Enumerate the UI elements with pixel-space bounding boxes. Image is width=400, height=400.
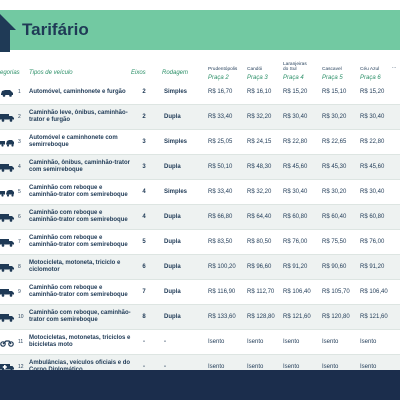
truck-icon	[0, 280, 16, 304]
table-row	[0, 280, 400, 305]
table-row	[0, 80, 400, 105]
category-number: 6	[18, 214, 21, 220]
wheelset-value: Simples	[164, 139, 188, 145]
category-number: 4	[18, 164, 21, 170]
praca-6-price: R$ 15,20	[360, 89, 385, 95]
vehicle-type: Caminhão leve, ônibus, caminhão-trator e furgão	[29, 110, 128, 123]
praca-4-price: R$ 15,20	[283, 89, 308, 95]
praca-2-price: R$ 116,90	[208, 289, 236, 295]
top-right-note: ...	[392, 64, 397, 70]
praca-5-price: R$ 30,20	[322, 114, 347, 120]
praca-5-price: Isento	[322, 364, 339, 370]
praca-4-price: R$ 91,20	[283, 264, 308, 270]
wheelset-value: Dupla	[164, 289, 181, 295]
praca-2-label: Praça 2	[208, 75, 229, 81]
praca-3-price: Isento	[247, 339, 264, 345]
table-row	[0, 130, 400, 155]
vehicle-type: Caminhão com reboque e caminhão-trator com semireboque	[29, 285, 128, 298]
axles-value: 6	[142, 264, 146, 270]
category-number: 11	[18, 339, 24, 345]
column-tipo-veiculo: Tipos de veículo	[29, 70, 73, 76]
wheelset-value: Dupla	[164, 214, 181, 220]
praca-6-price: R$ 76,00	[360, 239, 385, 245]
praca-4-price: R$ 60,80	[283, 214, 308, 220]
praca-3-price: R$ 24,15	[247, 139, 272, 145]
praca-4-price: R$ 22,80	[283, 139, 308, 145]
truck-icon	[0, 230, 16, 254]
axles-value: 3	[142, 164, 146, 170]
praca-3-price: R$ 128,80	[247, 314, 275, 320]
praca-6-price: R$ 45,60	[360, 164, 385, 170]
praca-3-label: Praça 3	[247, 75, 268, 81]
car-trailer-icon	[0, 180, 16, 204]
praca-5-price: R$ 30,20	[322, 189, 347, 195]
page-title: Tarifário	[22, 20, 89, 39]
praca-5-price: Isento	[322, 339, 339, 345]
praca-4-price: R$ 121,60	[283, 314, 311, 320]
table-row	[0, 180, 400, 205]
vehicle-type: Caminhão com reboque e caminhão-trator com semireboque	[29, 210, 128, 223]
table-row	[0, 305, 400, 330]
category-number: 3	[18, 139, 21, 145]
category-number: 5	[18, 189, 21, 195]
praca-4-price: Isento	[283, 339, 300, 345]
praca-2-price: Isento	[208, 364, 225, 370]
praca-2-price: R$ 33,40	[208, 114, 233, 120]
truck-icon	[0, 105, 16, 129]
praca-6-price: R$ 91,20	[360, 264, 385, 270]
column-categorias: egorias	[0, 70, 20, 76]
praca-5-price: R$ 75,50	[322, 239, 347, 245]
axles-value: 3	[142, 139, 146, 145]
praca-4-label: Praça 4	[283, 75, 304, 81]
praca-5-label: Praça 5	[322, 75, 343, 81]
wheelset-value: -	[164, 364, 166, 370]
praca-5-price: R$ 15,10	[322, 89, 347, 95]
table-row	[0, 205, 400, 230]
praca-6-price: R$ 121,60	[360, 314, 388, 320]
axles-value: 2	[142, 89, 146, 95]
praca-4-price: R$ 76,00	[283, 239, 308, 245]
vehicle-type: Caminhão com reboque e caminhão-trator com semireboque	[29, 185, 128, 198]
praca-6-label: Praça 6	[360, 75, 381, 81]
axles-value: 5	[142, 239, 146, 245]
category-number: 10	[18, 314, 24, 320]
table-row	[0, 330, 400, 355]
praca-6-price: R$ 30,40	[360, 189, 385, 195]
axles-value: 4	[142, 214, 146, 220]
praca-2-price: R$ 66,80	[208, 214, 233, 220]
praca-2-price: R$ 100,20	[208, 264, 236, 270]
praca-2-price: Isento	[208, 339, 225, 345]
praca-6-price: R$ 106,40	[360, 289, 388, 295]
vehicle-type: Ambulâncias, veículos oficiais e do	[29, 360, 131, 366]
footer-band	[0, 370, 400, 400]
praca-5-price: R$ 105,70	[322, 289, 350, 295]
praca-2-price: R$ 25,05	[208, 139, 233, 145]
praca-2-price: R$ 16,70	[208, 89, 233, 95]
praca-2-price: R$ 133,60	[208, 314, 236, 320]
praca-6-price: Isento	[360, 364, 377, 370]
wheelset-value: Simples	[164, 89, 188, 95]
praca-2-price: R$ 33,40	[208, 189, 233, 195]
column-eixos: Eixos	[131, 70, 146, 76]
axles-value: 4	[142, 189, 146, 195]
praca-5-price: R$ 120,80	[322, 314, 350, 320]
wheelset-value: Simples	[164, 189, 188, 195]
praca-4-price: R$ 30,40	[283, 114, 308, 120]
category-number: 7	[18, 239, 21, 245]
praca-3-price: R$ 32,20	[247, 189, 272, 195]
vehicle-type: Motocicleta, motoneta, triciclo e ciclomotor	[29, 260, 121, 273]
praca-2-price: R$ 83,50	[208, 239, 233, 245]
vehicle-type: Caminhão, ônibus, caminhão-trator com semirreboque	[29, 160, 131, 173]
wheelset-value: Dupla	[164, 264, 181, 270]
praca-4-price: Isento	[283, 364, 300, 370]
praca-6-city: Céu Azul	[360, 67, 380, 72]
praca-4-city: Laranjeiras do Sul	[283, 62, 307, 72]
praca-3-price: Isento	[247, 364, 264, 370]
logo-icon	[0, 8, 22, 52]
wheelset-value: Dupla	[164, 239, 181, 245]
wheelset-value: Dupla	[164, 114, 181, 120]
column-rodagem: Rodagem	[162, 70, 189, 76]
axles-value: 8	[142, 314, 146, 320]
truck-icon	[0, 255, 16, 279]
table-row	[0, 105, 400, 130]
vehicle-type: Caminhão com reboque e caminhão-trator com semireboque	[29, 235, 128, 248]
table-row	[0, 155, 400, 180]
wheelset-value: Dupla	[164, 164, 181, 170]
praca-6-price: R$ 60,80	[360, 214, 385, 220]
praca-3-price: R$ 32,20	[247, 114, 272, 120]
praca-3-price: R$ 80,50	[247, 239, 272, 245]
vehicle-type: Caminhão com reboque, caminhão-trator com semireboque	[29, 310, 131, 323]
praca-6-price: Isento	[360, 339, 377, 345]
vehicle-type: Motocicletas, motonetas, triciclos e bicicletas moto	[29, 335, 131, 348]
praca-2-city: Prudentópolis	[208, 67, 238, 72]
motorcycle-icon	[0, 330, 16, 354]
axles-value: -	[143, 364, 145, 370]
praca-4-price: R$ 30,40	[283, 189, 308, 195]
axles-value: 7	[142, 289, 146, 295]
category-number: 12	[18, 364, 24, 370]
praca-5-price: R$ 22,65	[322, 139, 347, 145]
praca-5-price: R$ 45,30	[322, 164, 347, 170]
praca-4-price: R$ 45,60	[283, 164, 308, 170]
axles-value: 2	[142, 114, 146, 120]
vehicle-type: Automóvel e caminhonete com semirreboque	[29, 135, 118, 148]
wheelset-value: -	[164, 339, 166, 345]
truck-icon	[0, 205, 16, 229]
praca-6-price: R$ 30,40	[360, 114, 385, 120]
praca-5-price: R$ 90,60	[322, 264, 347, 270]
praca-6-price: R$ 22,80	[360, 139, 385, 145]
table-row	[0, 255, 400, 280]
category-number: 8	[18, 264, 21, 270]
axles-value: -	[143, 339, 145, 345]
praca-2-price: R$ 50,10	[208, 164, 233, 170]
category-number: 2	[18, 114, 21, 120]
praca-5-price: R$ 60,40	[322, 214, 347, 220]
vehicle-type: Automóvel, caminhonete e furgão	[29, 88, 126, 95]
praca-5-city: Cascavel	[322, 67, 342, 72]
category-number: 1	[18, 89, 21, 95]
truck-icon	[0, 305, 16, 329]
praca-3-price: R$ 96,60	[247, 264, 272, 270]
praca-3-price: R$ 16,10	[247, 89, 272, 95]
table-row	[0, 230, 400, 255]
truck-icon	[0, 155, 16, 179]
wheelset-value: Dupla	[164, 314, 181, 320]
tariff-table	[0, 80, 400, 380]
car-icon	[0, 80, 16, 104]
page-header	[0, 0, 400, 52]
category-number: 9	[18, 289, 21, 295]
praca-3-price: R$ 112,70	[247, 289, 275, 295]
praca-3-price: R$ 64,40	[247, 214, 272, 220]
car-trailer-icon	[0, 130, 16, 154]
praca-3-price: R$ 48,30	[247, 164, 272, 170]
praca-3-city: Candói	[247, 67, 263, 72]
praca-4-price: R$ 106,40	[283, 289, 311, 295]
